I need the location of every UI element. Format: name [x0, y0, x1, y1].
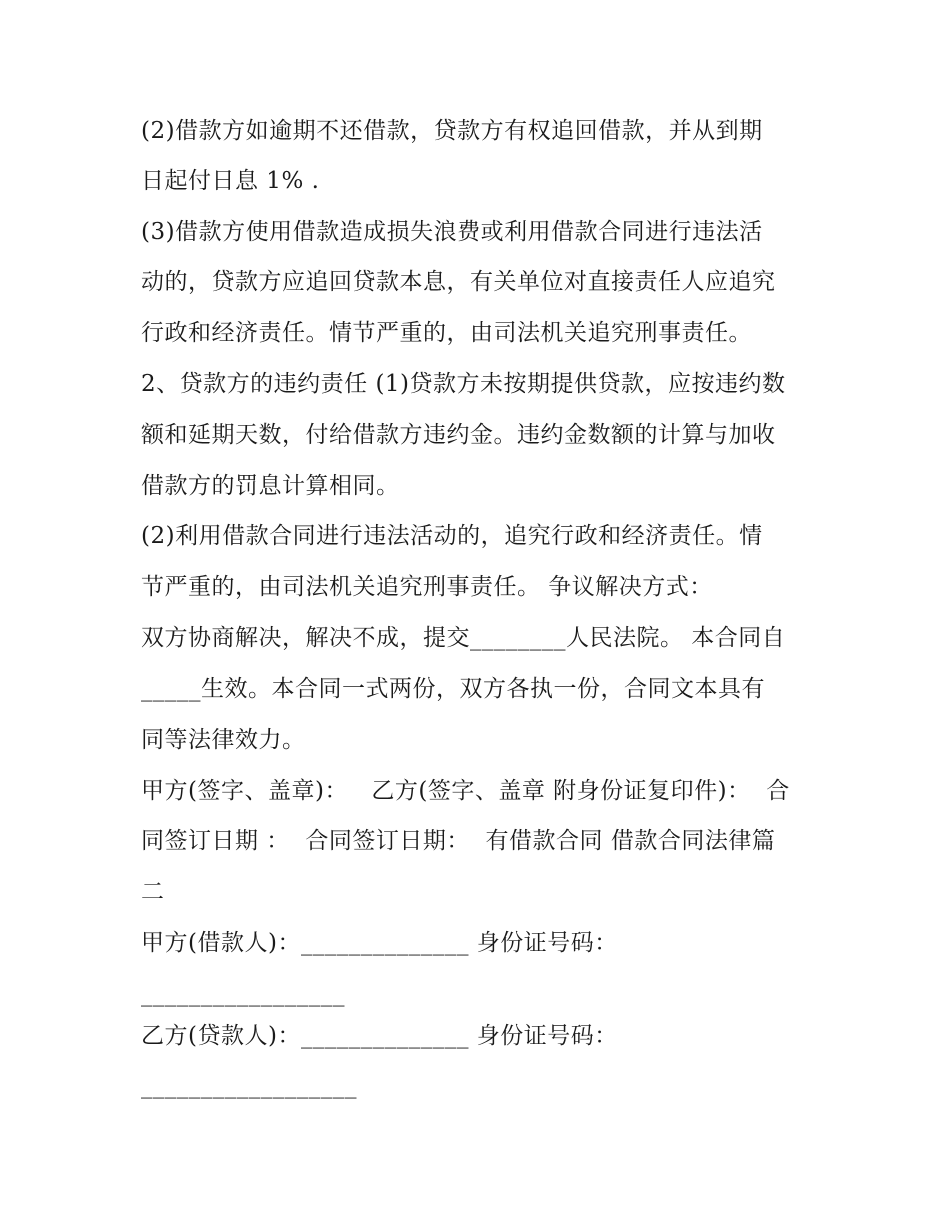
text-line: 双方协商解决，解决不成，提交________人民法院。 本合同自	[141, 625, 786, 651]
text-line: 同签订日期 ： 合同签订日期： 有借款合同 借款合同法律篇	[141, 828, 776, 854]
text-line: 甲方(借款人)：______________ 身份证号码：	[141, 930, 618, 956]
text-line: 乙方(贷款人)：______________ 身份证号码：	[141, 1023, 618, 1049]
text-line: (2)利用借款合同进行违法活动的，追究行政和经济责任。情	[141, 523, 763, 549]
text-line: (2)借款方如逾期不还借款，贷款方有权追回借款，并从到期	[141, 118, 763, 144]
text-line: (3)借款方使用借款造成损失浪费或利用借款合同进行违法活	[141, 219, 763, 245]
text-line: 行政和经济责任。情节严重的，由司法机关追究刑事责任。	[141, 320, 752, 346]
text-line: 同等法律效力。	[141, 727, 306, 753]
text-line: 二	[141, 879, 165, 905]
text-line: 2、贷款方的违约责任 (1)贷款方未按期提供贷款，应按违约数	[141, 371, 786, 397]
text-line: __________________	[141, 1073, 357, 1099]
text-line: 日起付日息 1% .	[141, 168, 320, 194]
text-line: 动的，贷款方应追回贷款本息，有关单位对直接责任人应追究	[141, 269, 776, 295]
text-line: 借款方的罚息计算相同。	[141, 473, 400, 499]
text-line: _________________	[141, 981, 345, 1007]
text-line: _____生效。本合同一式两份，双方各执一份，合同文本具有	[141, 676, 765, 702]
text-line: 甲方(签字、盖章)： 乙方(签字、盖章 附身份证复印件)： 合	[141, 778, 790, 804]
text-line: 节严重的，由司法机关追究刑事责任。 争议解决方式：	[141, 574, 713, 600]
text-line: 额和延期天数，付给借款方违约金。违约金数额的计算与加收	[141, 422, 776, 448]
